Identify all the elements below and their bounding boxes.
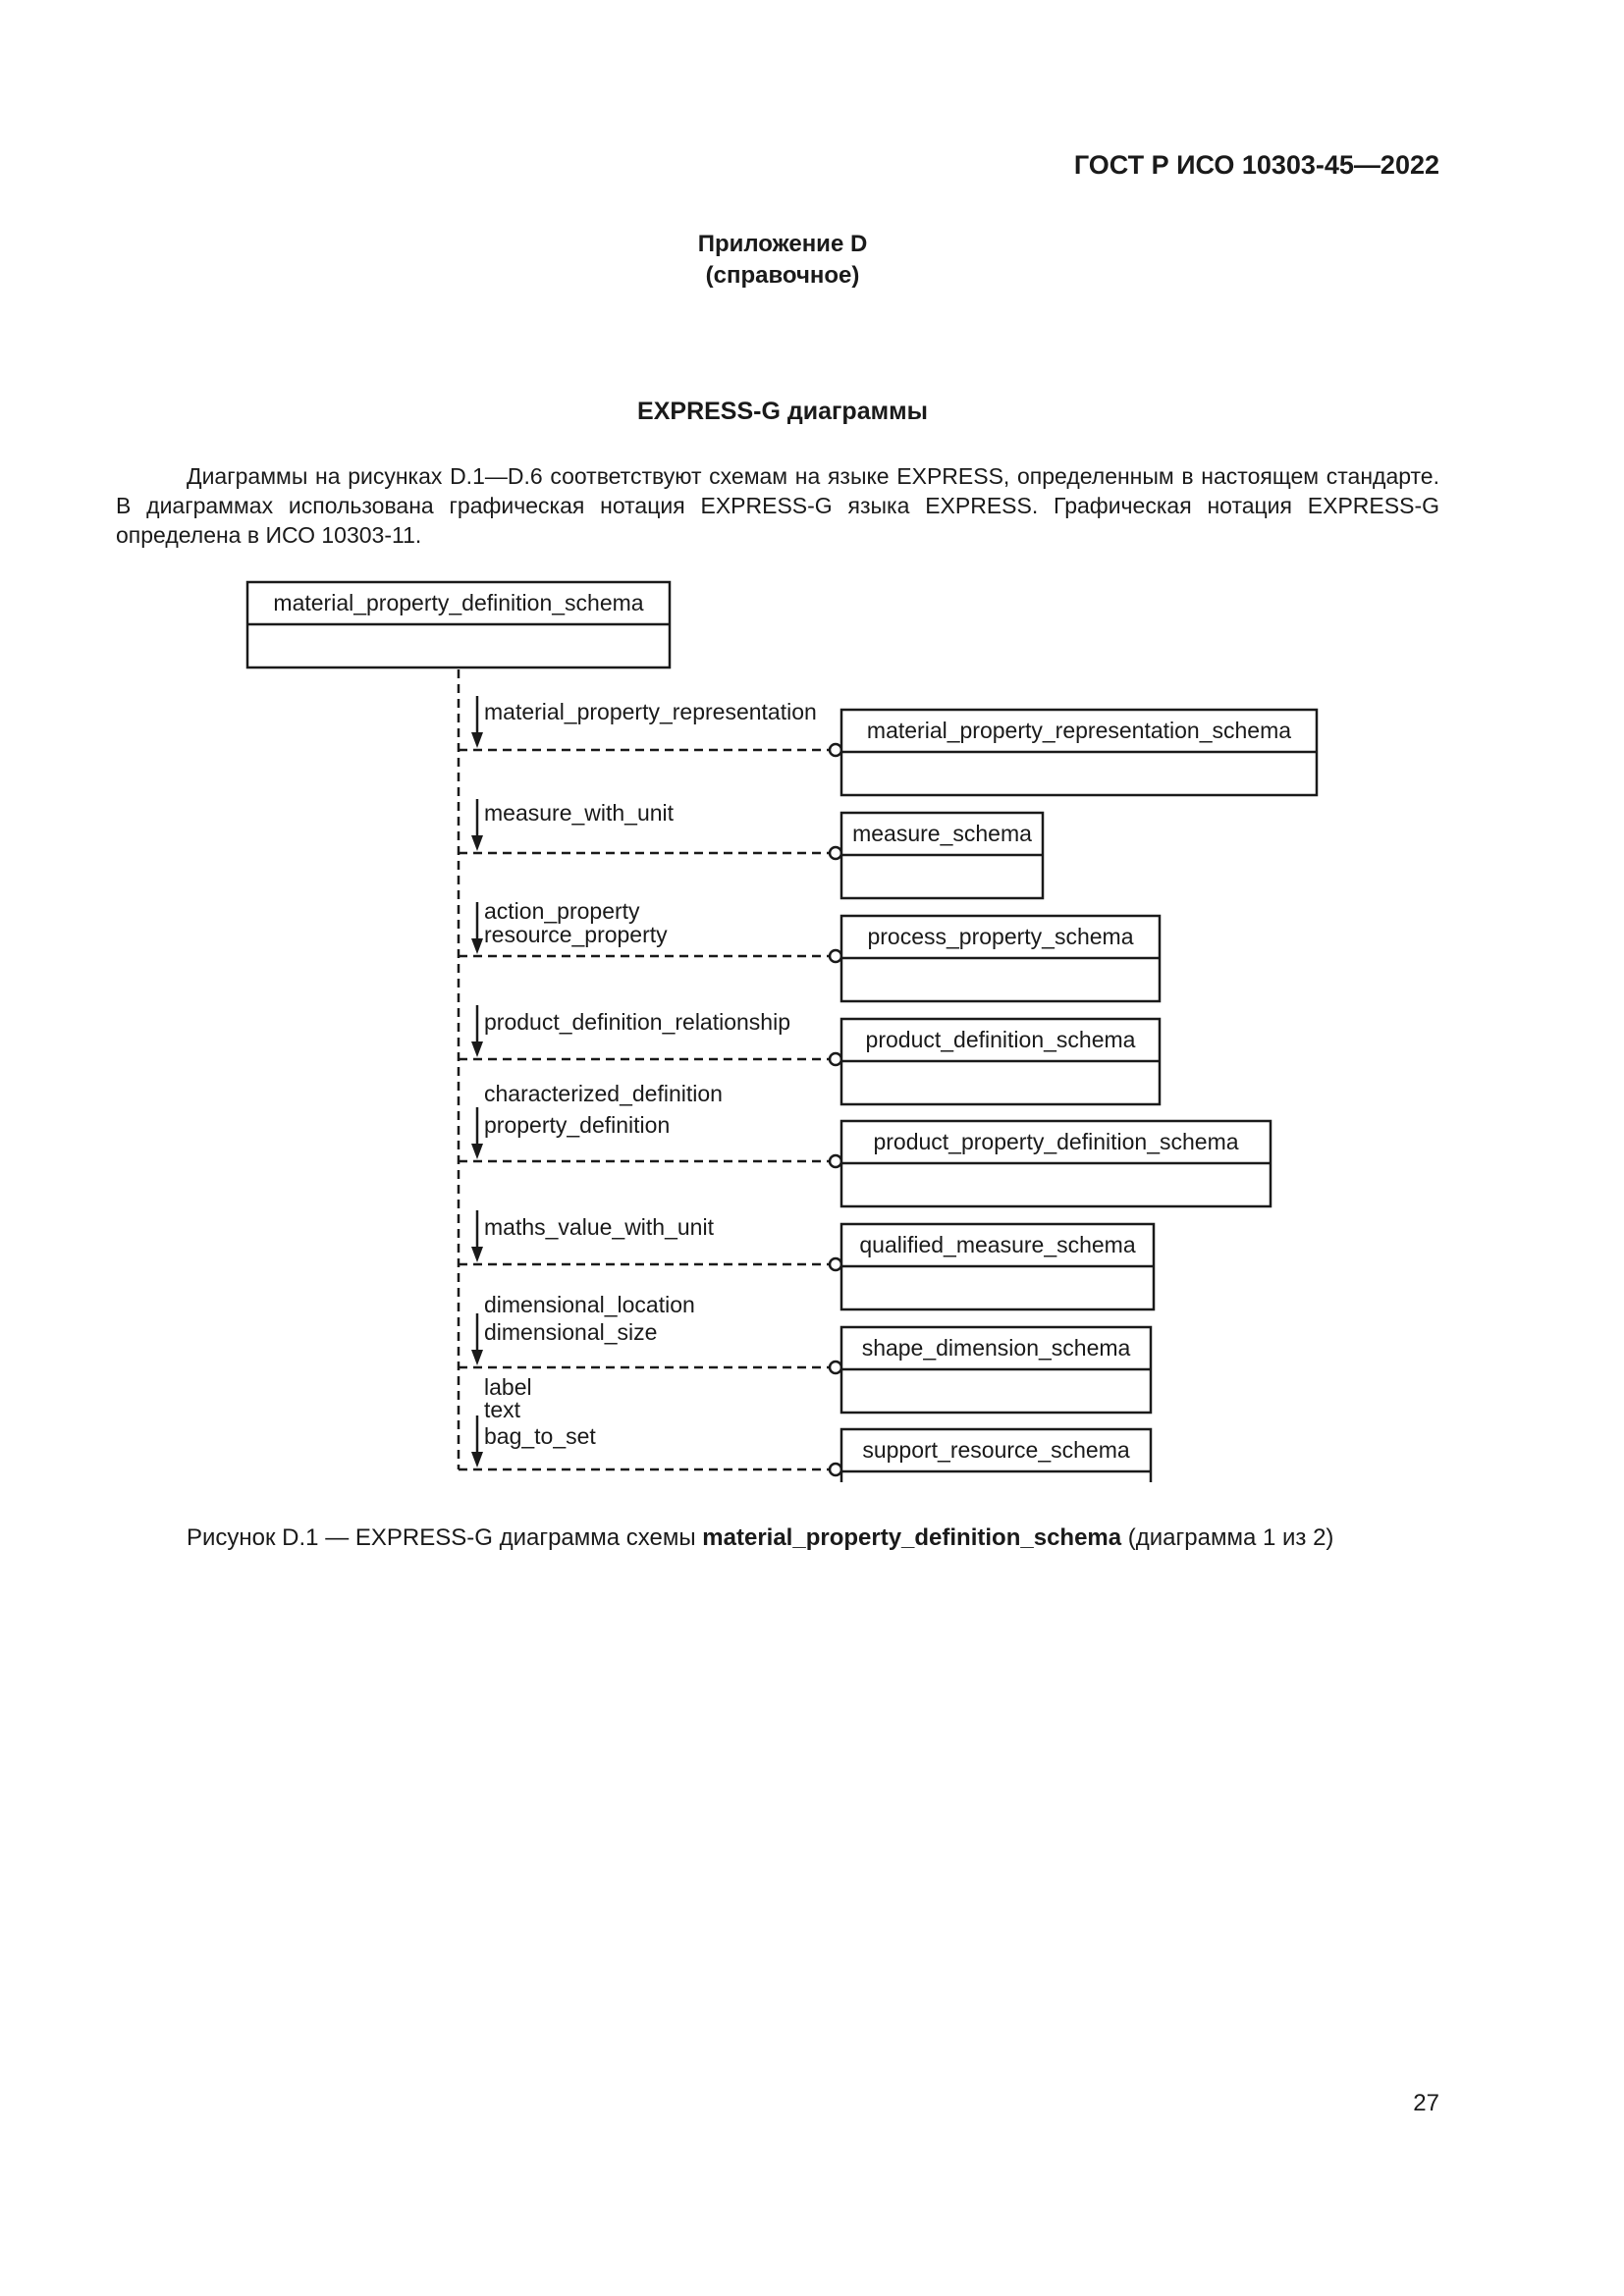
schema-box-label: material_property_representation_schema <box>866 718 1292 743</box>
schema-box-label: measure_schema <box>852 821 1032 846</box>
annex-title: Приложение D <box>697 231 868 257</box>
reference-label: action_property <box>484 898 640 924</box>
arrow-head-icon <box>471 938 483 954</box>
caption-prefix: Рисунок D.1 — EXPRESS-G диаграмма схемы <box>187 1524 703 1551</box>
schema-box <box>841 1224 1154 1309</box>
reference-label: product_definition_relationship <box>484 1009 790 1035</box>
page-number: 27 <box>1413 2090 1439 2116</box>
circle-end-icon <box>830 1155 841 1167</box>
schema-box <box>841 1121 1271 1206</box>
arrow-head-icon <box>471 1350 483 1365</box>
reference-label: resource_property <box>484 922 668 947</box>
schema-box-label: process_property_schema <box>867 924 1134 949</box>
reference-label: characterized_definition <box>484 1081 723 1106</box>
schema-box <box>841 1019 1160 1104</box>
schema-box-label: shape_dimension_schema <box>861 1335 1131 1361</box>
schema-reference <box>459 696 1317 795</box>
root-schema-box <box>247 582 670 667</box>
arrow-head-icon <box>471 1144 483 1159</box>
schema-box-label: product_definition_schema <box>865 1027 1136 1052</box>
caption-suffix: (диаграмма 1 из 2) <box>1121 1524 1334 1551</box>
reference-label: dimensional_location <box>484 1292 695 1317</box>
reference-label: maths_value_with_unit <box>484 1214 714 1240</box>
arrow-head-icon <box>471 1452 483 1468</box>
circle-end-icon <box>830 744 841 756</box>
document-code: ГОСТ Р ИСО 10303-45—2022 <box>1073 150 1439 180</box>
schema-box <box>841 1327 1151 1413</box>
root-schema-label: material_property_definition_schema <box>273 590 644 615</box>
schema-box-label: product_property_definition_schema <box>873 1129 1239 1154</box>
circle-end-icon <box>830 1258 841 1270</box>
circle-end-icon <box>830 847 841 859</box>
schema-box <box>841 710 1317 795</box>
reference-label: material_property_representation <box>484 699 817 724</box>
schema-reference <box>459 799 1043 898</box>
figure-caption <box>187 1524 1333 1552</box>
circle-end-icon <box>830 1053 841 1065</box>
caption-schema: material_property_definition_schema <box>702 1524 1122 1551</box>
circle-end-icon <box>830 950 841 962</box>
arrow-head-icon <box>471 1041 483 1057</box>
schema-reference <box>459 898 1160 1001</box>
schema-box <box>841 916 1160 1001</box>
schema-references <box>459 696 1317 1522</box>
circle-end-icon <box>830 1464 841 1475</box>
schema-box-label: support_resource_schema <box>862 1437 1130 1463</box>
arrow-head-icon <box>471 1247 483 1262</box>
reference-label: text <box>484 1397 521 1422</box>
circle-end-icon <box>830 1362 841 1373</box>
schema-box <box>841 813 1043 898</box>
arrow-head-icon <box>471 732 483 748</box>
reference-label: measure_with_unit <box>484 800 675 826</box>
reference-label: bag_to_set <box>484 1423 596 1449</box>
reference-label: dimensional_size <box>484 1319 658 1345</box>
arrow-head-icon <box>471 835 483 851</box>
intro-paragraph: Диаграммы на рисунках D.1—D.6 соответствуют схемам на языке EXPRESS, определенным в настоящем стандарте. В диаграммах использована графическая нотация EXPRESS-G языка EXPRESS. Графическая нотация EXPRESS-G определена в ИСО 10303-11. <box>116 463 1439 548</box>
reference-label: property_definition <box>484 1112 671 1138</box>
annex-subtitle: (справочное) <box>705 262 860 289</box>
section-title: EXPRESS-G диаграммы <box>637 398 928 425</box>
diagram-bottom-clip <box>825 1482 1178 1522</box>
schema-box-label: qualified_measure_schema <box>859 1232 1136 1257</box>
reference-label: label <box>484 1374 532 1400</box>
